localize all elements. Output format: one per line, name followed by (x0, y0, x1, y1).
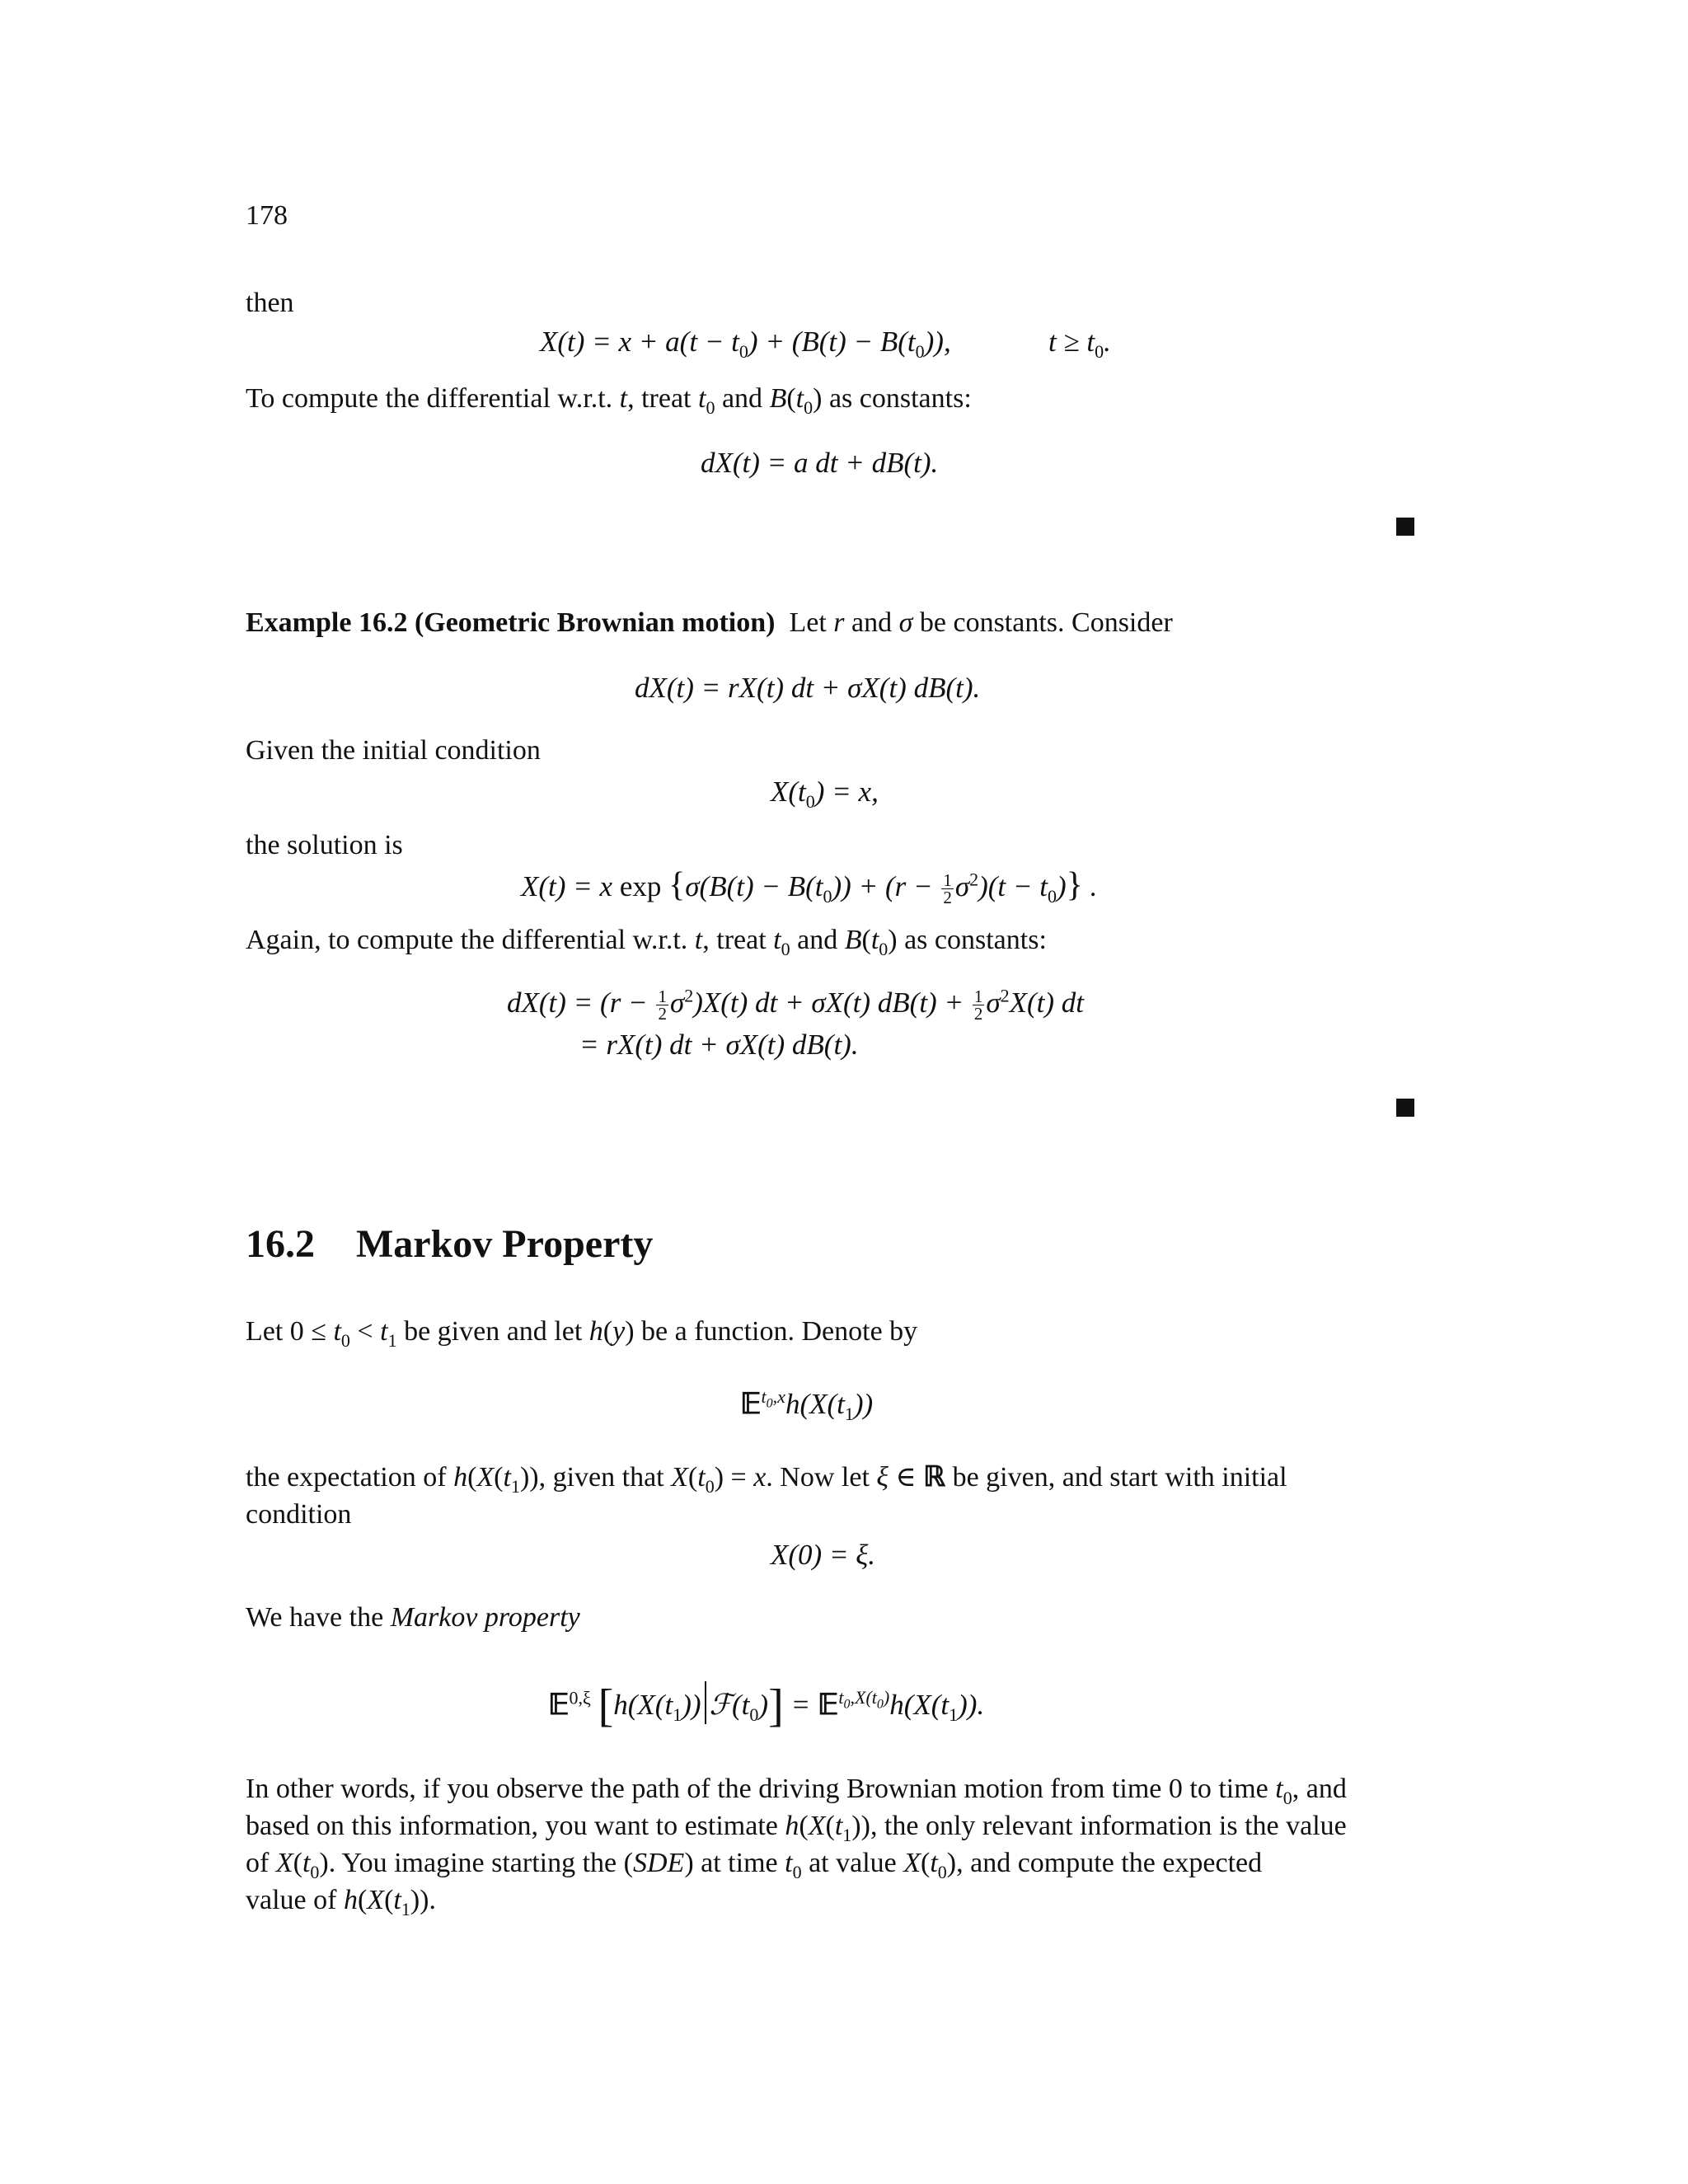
section-number: 16.2 (246, 1222, 315, 1266)
page-number: 178 (246, 200, 288, 231)
markov-intro: We have the Markov property (246, 1602, 580, 1633)
intro-compute-line: To compute the differential w.r.t. t, treat $t_0$ and $B(t_0)$ as constants: (246, 383, 972, 418)
markov-equation: 𝔼$^{0,\xi}$ [$h(X(t_1))$ $ℱ(t_0)$] = $𝔼^{t_0,X(t_0)}h(X(t_1))$. (548, 1680, 985, 1732)
section-title: Markov Property (356, 1222, 654, 1266)
intro-then: then (246, 288, 294, 318)
final-paragraph-line1: In other words, if you observe the path of the driving Brownian motion from time 0 to time $t_0$, and (246, 1774, 1347, 1808)
let-line: Let $0 \le t_0 < t_1$ be given and let h(y) be a function. Denote by (246, 1316, 918, 1351)
expectation-display: $𝔼^{t_0,x}h(X(t_1))$ (740, 1386, 874, 1424)
equation-1: $X(t) = x + a(t - t_0) + (B(t) - B(t_0))$, (540, 326, 951, 362)
markov-property-term: Markov property (390, 1602, 580, 1633)
example-header: Example 16.2 (Geometric Brownian motion) Let r and σ be constants. Consider (246, 607, 1173, 638)
again-line: Again, to compute the differential w.r.t. t, treat $t_0$ and $B(t_0)$ as constants: (246, 925, 1047, 959)
qed-square-1 (1396, 518, 1414, 536)
final-paragraph-line2: based on this information, you want to estimate $h(X(t_1))$, the only relevant information is the value (246, 1811, 1347, 1845)
expectation-paragraph-line2: condition (246, 1499, 352, 1530)
final-paragraph-line3: of $X(t_0)$. You imagine starting the (SDE) at time $t_0$ at value $X(t_0)$, and compute the expected (246, 1848, 1263, 1882)
expectation-paragraph-line1: the expectation of $h(X(t_1))$, given that $X(t_0) = x$. Now let ξ ∈ ℝ be given, and start with initial (246, 1462, 1287, 1497)
final-paragraph-line4: value of $h(X(t_1))$. (246, 1885, 436, 1919)
example-sde: dX(t) = rX(t) dt + σX(t) dB(t). (635, 672, 981, 704)
solution-equation: X(t) = x $\exp \{\sigma(B(t) - B(t_0)) + (r$ − $\frac{1}{2}$ $\sigma^2)(t - t_0)$} . (521, 866, 1098, 908)
qed-square-2 (1396, 1099, 1414, 1117)
x0-equation: X(0) = ξ. (771, 1539, 876, 1571)
equation-2: dX(t) = a dt + dB(t). (701, 447, 939, 479)
section-heading (246, 1220, 653, 1269)
solution-label: the solution is (246, 830, 403, 860)
initial-condition-eq: $X(t_0) = x$, (771, 776, 879, 812)
result-line-2: = rX(t) dt + σX(t) dB(t). (579, 1029, 859, 1061)
result-line-1: dX(t) = (r − $\frac{1}{2}$ $\sigma^2)X(t)$ dt + σX(t) dB(t) + $\frac{1}{2}$ $\sigma^2X(t)$ dt (507, 985, 1084, 1024)
initial-condition-label: Given the initial condition (246, 735, 541, 766)
equation-1-condition: $t \ge t_0$. (1048, 326, 1111, 362)
